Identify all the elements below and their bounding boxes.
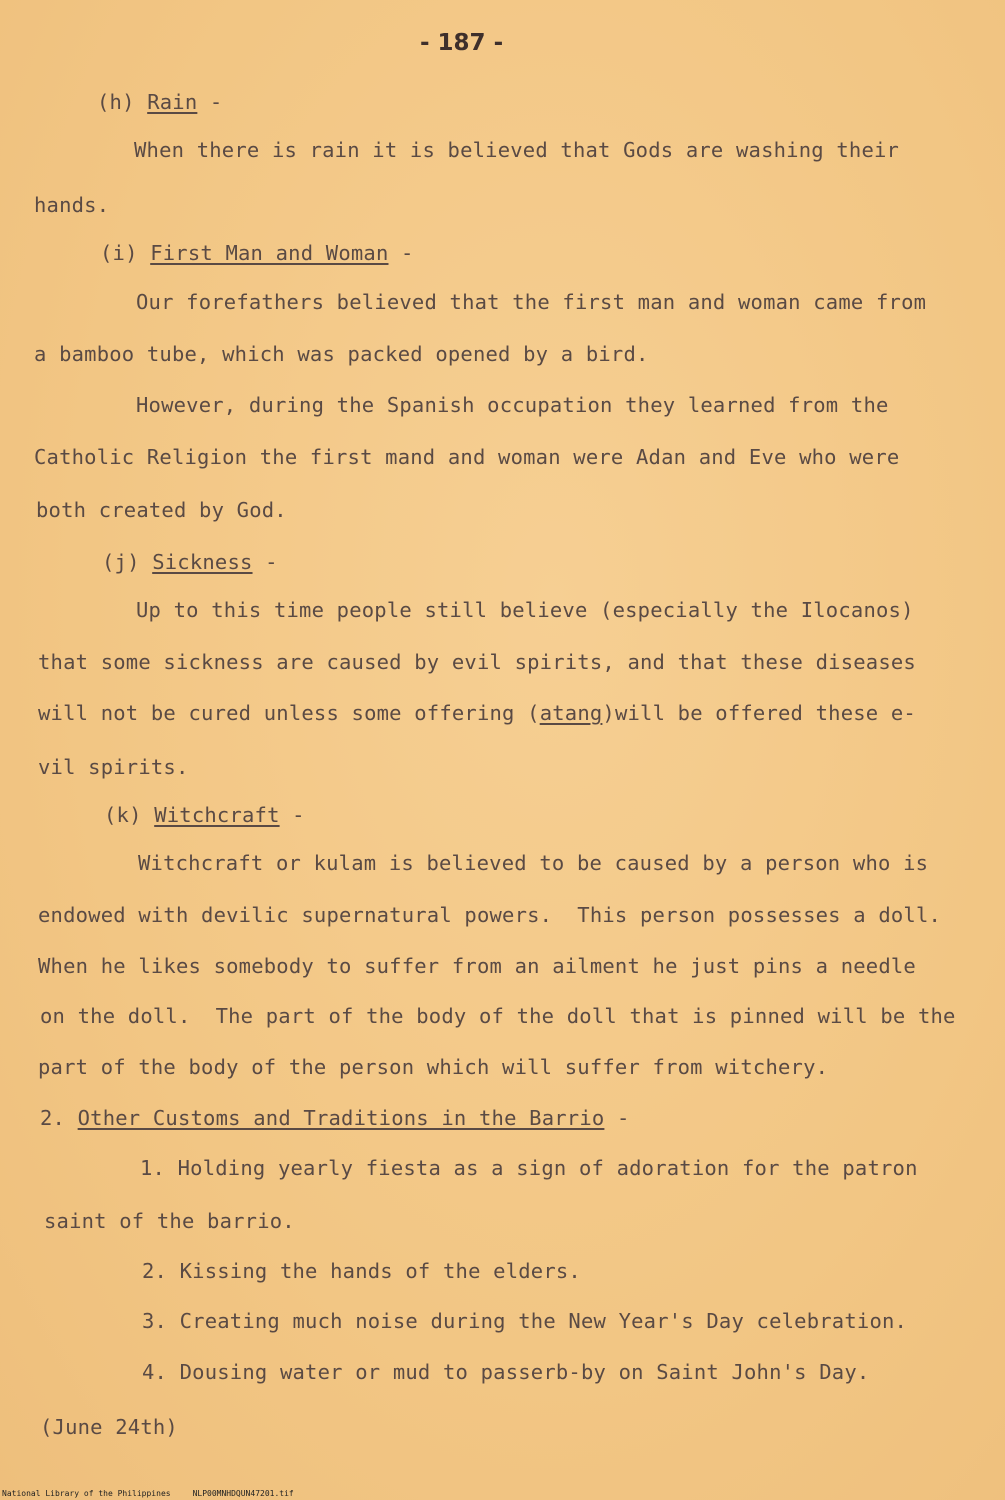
paragraph-line: that some sickness are caused by evil spirits, and that these diseases: [38, 650, 916, 674]
paragraph-line: hands.: [34, 193, 110, 217]
paragraph-line: both created by God.: [36, 498, 287, 522]
section-i-title: First Man and Woman: [150, 241, 389, 265]
term-atang: atang: [539, 701, 603, 725]
paragraph-line: part of the body of the person which will suffer from witchery.: [38, 1055, 829, 1079]
list-item-continuation: saint of the barrio.: [44, 1209, 295, 1233]
text-fragment: )will be offered these e-: [602, 701, 916, 725]
text-fragment: offering (: [414, 701, 540, 725]
scan-footer: [2, 1489, 316, 1498]
list-item: 1. Holding yearly fiesta as a sign of adoration for the patron: [140, 1156, 918, 1180]
section-i-label: (i): [100, 241, 138, 265]
heading-dash: -: [401, 241, 414, 265]
heading-dash: -: [292, 803, 305, 827]
file-name: NLP00MNHDQUN47201.tif: [192, 1489, 294, 1498]
paragraph-line: on the doll. The part of the body of the doll that is pinned will be the: [40, 1004, 956, 1028]
section-h-heading: [97, 90, 222, 114]
paragraph-line: endowed with devilic supernatural powers. This person possesses a doll.: [38, 903, 942, 927]
paragraph-line: Catholic Religion the first mand and woman were Adan and Eve who were: [34, 445, 900, 469]
page-number: - 187 -: [420, 30, 504, 56]
paragraph-line: When he likes somebody to suffer from an ailment he just pins a needle: [38, 954, 916, 978]
list-item: 3. Creating much noise during the New Year's Day celebration.: [142, 1309, 908, 1333]
section-j-heading: [102, 550, 278, 574]
section-j-title: Sickness: [152, 550, 253, 574]
paragraph-line: a bamboo tube, which was packed opened by a bird.: [34, 342, 649, 366]
list-item-continuation: (June 24th): [40, 1415, 178, 1439]
section-i-heading: [100, 241, 414, 265]
paragraph-line: Up to this time people still believe (especially the Ilocanos): [136, 598, 914, 622]
section-2-title: Other Customs and Traditions in the Barrio: [77, 1106, 605, 1130]
section-h-label: (h): [97, 90, 135, 114]
section-h-title: Rain: [147, 90, 198, 114]
section-2-heading: [40, 1106, 630, 1130]
heading-dash: -: [265, 550, 278, 574]
paragraph-line: [38, 701, 916, 725]
list-item: 4. Dousing water or mud to passerb-by on Saint John's Day.: [142, 1360, 870, 1384]
list-item: 2. Kissing the hands of the elders.: [142, 1259, 581, 1283]
library-name: National Library of the Philippines: [2, 1489, 171, 1498]
paragraph-line: Our forefathers believed that the first man and woman came from: [136, 290, 927, 314]
section-2-label: 2.: [40, 1106, 66, 1130]
paragraph-line: When there is rain it is believed that Gods are washing their: [134, 138, 900, 162]
heading-dash: -: [209, 90, 223, 114]
text-fragment: will not be cured unless some: [38, 701, 415, 725]
paragraph-line: vil spirits.: [38, 755, 189, 779]
section-j-label: (j): [102, 550, 140, 574]
section-k-title: Witchcraft: [154, 803, 280, 827]
paragraph-line: However, during the Spanish occupation they learned from the: [136, 393, 889, 417]
section-k-heading: [104, 803, 305, 827]
heading-dash: -: [616, 1106, 630, 1130]
section-k-label: (k): [104, 803, 142, 827]
paragraph-line: Witchcraft or kulam is believed to be caused by a person who is: [138, 851, 929, 875]
